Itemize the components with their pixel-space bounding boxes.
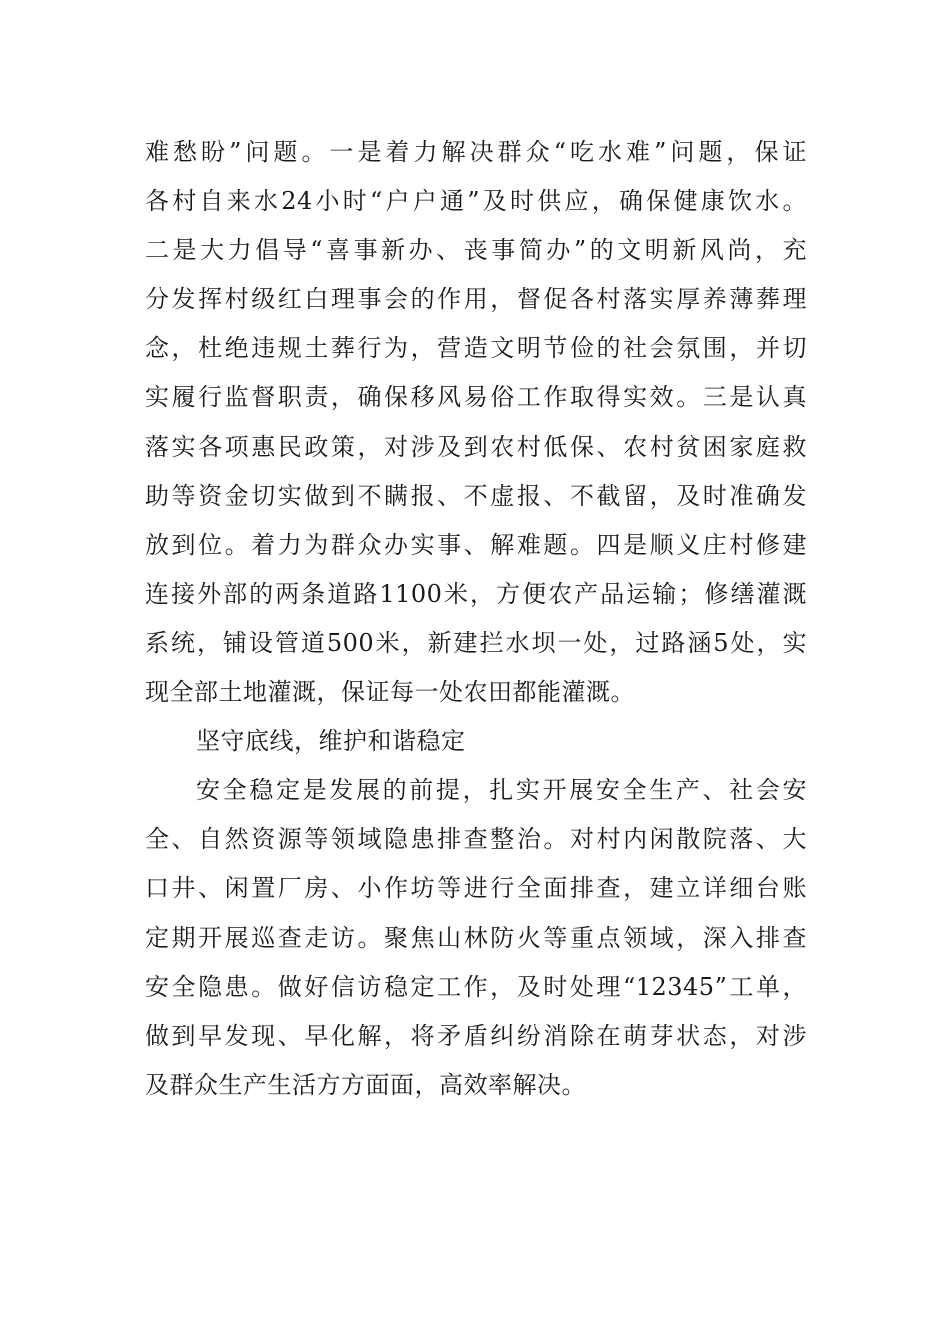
text-line: 现全部土地灌溉，保证每一处农田都能灌溉。 [145,678,635,707]
text-line: 做到早发现、早化解，将矛盾纠纷消除在萌芽状态，对涉 [145,1021,807,1050]
text-line: 各村自来水24小时“户户通”及时供应，确保健康饮水。 [145,187,807,216]
text-line: 连接外部的两条道路1100米，方便农产品运输；修缮灌溉 [145,579,807,608]
text-line: 难愁盼”问题。一是着力解决群众“吃水难”问题，保证 [145,138,807,166]
text-line: 安全隐患。做好信访稳定工作，及时处理“12345”工单， [145,972,807,1001]
text-line: 安全稳定是发展的前提，扎实开展安全生产、社会安 [196,776,807,805]
text-line: 定期开展巡查走访。聚焦山林防火等重点领域，深入排查 [145,923,807,952]
document-body [145,128,807,1110]
text-line: 分发挥村级红白理事会的作用，督促各村落实厚养薄葬理 [145,285,807,314]
text-line: 二是大力倡导“喜事新办、丧事简办”的文明新风尚，充 [145,236,807,265]
text-line: 实履行监督职责，确保移风易俗工作取得实效。三是认真 [145,383,807,412]
text-line: 落实各项惠民政策，对涉及到农村低保、农村贫困家庭救 [145,432,807,461]
text-line: 放到位。着力为群众办实事、解难题。四是顺义庄村修建 [145,530,807,559]
text-line: 助等资金切实做到不瞒报、不虚报、不截留，及时准确发 [145,481,807,510]
text-line: 全、自然资源等领域隐患排查整治。对村内闲散院落、大 [145,825,807,854]
text-line: 念，杜绝违规土葬行为，营造文明节俭的社会氛围，并切 [145,334,807,363]
section-heading: 坚守底线，维护和谐稳定 [196,727,466,756]
text-line: 及群众生产生活方方面面，高效率解决。 [145,1070,586,1099]
text-line: 口井、闲置厂房、小作坊等进行全面排查，建立详细台账 [145,874,807,903]
text-line: 系统，铺设管道500米，新建拦水坝一处，过路涵5处，实 [145,628,807,657]
